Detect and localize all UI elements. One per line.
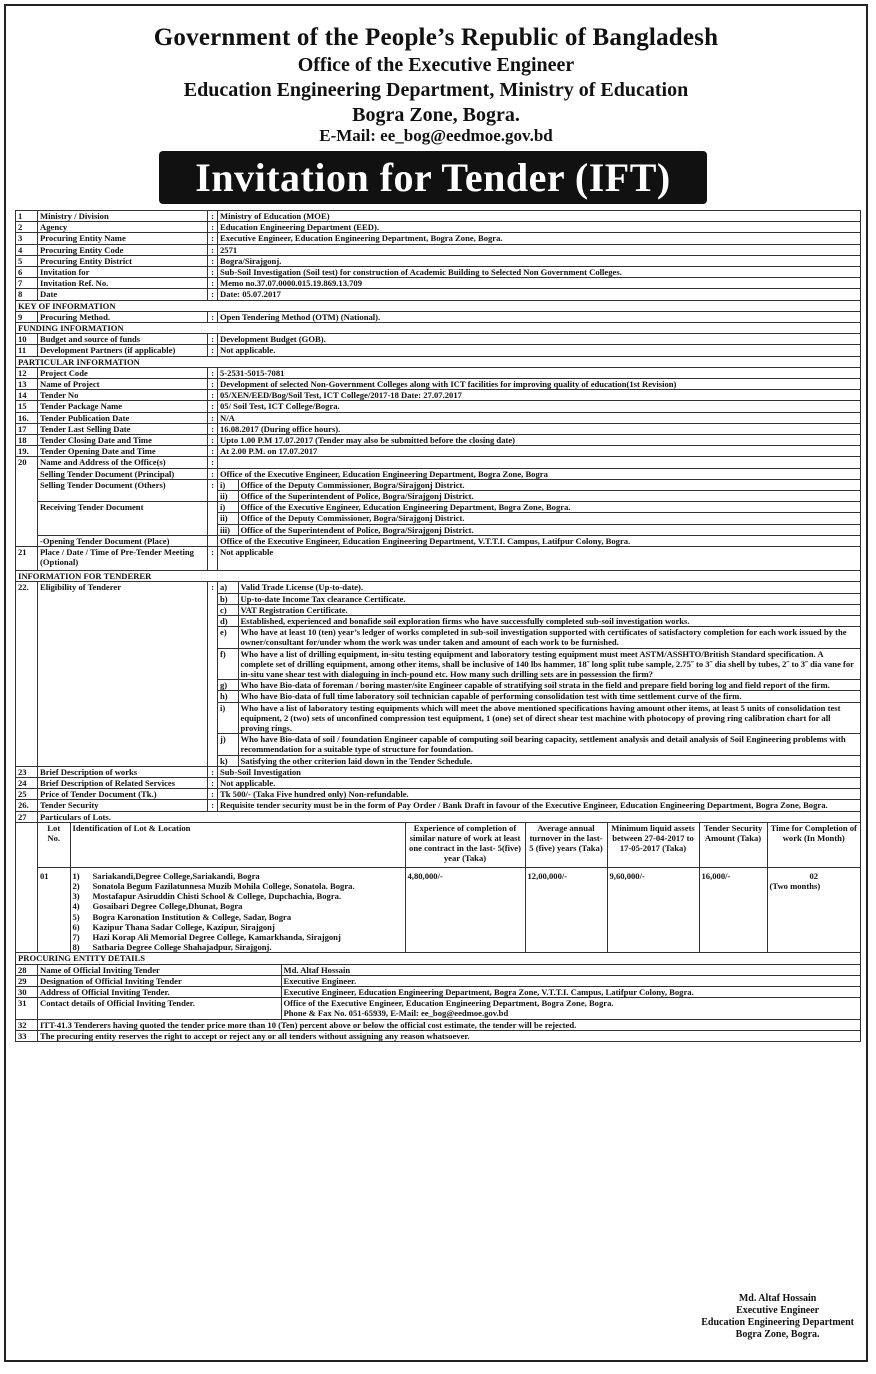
sub-item-text: Up-to-date Income Tax clearance Certificate. [238, 593, 860, 604]
section-row [16, 571, 861, 582]
row-number: 12 [16, 367, 38, 378]
table-row [16, 289, 861, 300]
row-colon: : [208, 278, 218, 289]
row-value: Development of selected Non-Government Colleges along with ICT facilities for improving quality of education(1st Revision) [218, 379, 861, 390]
signature-block [701, 1293, 854, 1341]
row-number: 28 [16, 964, 38, 975]
sub-item-text: Who have a list of laboratory testing equipments which will meet the above mentioned specifications having amount other items, at least 5 units of consolidation test equipment, 2 (two) sets of unconfined compression test equipment, 1 (one) set of direct shear test machine with photocopy of proving ring calibration chart for all proving rings. [238, 702, 860, 734]
section-heading: PARTICULAR INFORMATION [16, 356, 861, 367]
row-label [38, 975, 861, 986]
row-number: 9 [16, 311, 38, 322]
sub-item-index: i) [218, 502, 238, 513]
sub-item-text: Valid Trade License (Up-to-date). [238, 582, 860, 593]
row-colon: : [208, 367, 218, 378]
row-value: Requisite tender security must be in the form of Pay Order / Bank Draft in favour of the Executive Engineer, Education Engineering Department, Bogra Zone, Bogra. [218, 800, 861, 811]
row-label [38, 998, 861, 1019]
sub-item-index: k) [218, 755, 238, 766]
row-value [218, 582, 861, 766]
table-row [16, 211, 861, 222]
sub-item-index: i) [218, 702, 238, 734]
table-row [16, 278, 861, 289]
row-colon: : [208, 412, 218, 423]
row-number: 33 [16, 1030, 38, 1041]
row-value: Open Tendering Method (OTM) (National). [218, 311, 861, 322]
signatory-name: Md. Altaf Hossain [738, 1293, 817, 1304]
row-label: Tender Last Selling Date [38, 423, 208, 434]
location-text: Gosaibari Degree College,Dhunat, Bogra [92, 901, 243, 912]
row-label: Budget and source of funds [38, 334, 208, 345]
row-label: Brief Description of works [38, 766, 208, 777]
row-label: Tender Package Name [38, 401, 208, 412]
row-value: Executive Engineer, Education Engineering Department, Bogra Zone, V.T.T.I. Campus, Latifpur Colony, Bogra. [283, 987, 694, 997]
table-row [16, 401, 861, 412]
lot-security: 16,000/- [699, 867, 767, 952]
row-colon [208, 535, 218, 546]
row-label: Contact details of Official Inviting Tender. [38, 998, 281, 1018]
row-colon: : [208, 267, 218, 278]
row-number: 14 [16, 390, 38, 401]
row-number: 10 [16, 334, 38, 345]
govt-heading: Government of the People’s Republic of Bangladesh [153, 24, 719, 51]
row-number: 23 [16, 766, 38, 777]
row-colon: : [208, 289, 218, 300]
row-label [38, 964, 861, 975]
row-value: Bogra/Sirajgonj. [218, 255, 861, 266]
row-label: Tender Publication Date [38, 412, 208, 423]
row-colon: : [208, 255, 218, 266]
table-row [16, 975, 861, 986]
sub-item-text: Who have Bio-data of full time laboratory soil technician capable of performing consolidation test with time settlement curve of the firm. [238, 691, 860, 702]
row-number: 3 [16, 233, 38, 244]
table-row [16, 390, 861, 401]
lots-header-cell: Experience of completion of similar nature of work at least one contract in the last- 5(five) year (Taka) [405, 823, 525, 868]
row-value [218, 502, 861, 536]
row-value: Executive Engineer. [283, 975, 357, 986]
signatory-zone: Bogra Zone, Bogra. [735, 1329, 820, 1340]
row-label: Brief Description of Related Services [38, 777, 208, 788]
row-value: 2571 [218, 244, 861, 255]
sub-item [218, 513, 860, 524]
sub-item [218, 755, 860, 766]
row-label: Address of Official Inviting Tender. [38, 987, 281, 997]
sub-item-index: d) [218, 615, 238, 626]
row-label: Selling Tender Document (Others) [38, 479, 208, 501]
lot-location [73, 871, 403, 881]
row-number: 21 [16, 547, 38, 571]
row-colon: : [208, 457, 218, 468]
table-row [16, 379, 861, 390]
ift-banner: Invitation for Tender (IFT) [159, 151, 707, 204]
row-label: Ministry / Division [38, 211, 208, 222]
table-row-inner [38, 998, 860, 1018]
sub-item-index: f) [218, 648, 238, 680]
lot-row [38, 867, 860, 952]
section-row [16, 953, 861, 964]
lot-time [767, 867, 860, 952]
sub-item [218, 627, 860, 648]
sub-item [218, 604, 860, 615]
row-colon: : [208, 233, 218, 244]
table-row [16, 334, 861, 345]
sub-item-text: Established, experienced and bonafide soil exploration firms who have successfully completed sub-soil investigation works. [238, 615, 860, 626]
row-colon: : [208, 766, 218, 777]
table-row [16, 367, 861, 378]
row-colon: : [208, 345, 218, 356]
sub-item-text: Office of the Superintendent of Police, Bogra/Sirajgonj District. [240, 524, 474, 535]
table-row [16, 457, 861, 468]
sub-item-index: iii) [218, 524, 238, 535]
row-label: Tender No [38, 390, 208, 401]
row-colon: : [208, 582, 218, 766]
lots-header-cell: Average annual turnover in the last-5 (five) years (Taka) [525, 823, 607, 868]
row-value: Development Budget (GOB). [218, 334, 861, 345]
table-row [16, 479, 861, 501]
sub-item-index: ii) [218, 491, 238, 502]
row-colon: : [208, 468, 218, 479]
row-label: Tender Closing Date and Time [38, 435, 208, 446]
row-number: 30 [16, 987, 38, 998]
row-number: 19. [16, 446, 38, 457]
row-number: 5 [16, 255, 38, 266]
signatory-title: Executive Engineer [736, 1305, 820, 1316]
sub-item-index: g) [218, 680, 238, 691]
row-colon: : [208, 547, 218, 571]
table-row [16, 582, 861, 766]
sub-item [218, 502, 860, 513]
row-label: Designation of Official Inviting Tender [38, 976, 281, 986]
lot-location [73, 891, 403, 901]
location-index: 6) [72, 921, 80, 932]
location-index: 3) [72, 891, 80, 902]
lots-row [16, 822, 861, 953]
lots-table [38, 823, 860, 953]
row-number: 17 [16, 423, 38, 434]
row-number: 4 [16, 244, 38, 255]
row-label [38, 987, 861, 998]
row-colon: : [208, 379, 218, 390]
row-number: 18 [16, 435, 38, 446]
sub-item-text: Who have Bio-data of foreman / boring master/site Engineer capable of stratifying soil strata in the field and prepare field boring log and field report of the firm. [238, 680, 860, 691]
lot-number: 01 [38, 867, 70, 952]
row-colon: : [208, 211, 218, 222]
row-colon: : [208, 423, 218, 434]
row-label: Procuring Method. [38, 311, 208, 322]
row-label: Name of Official Inviting Tender [38, 965, 281, 975]
row-label: Receiving Tender Document [38, 502, 208, 536]
lot-time-value: 02 [809, 870, 819, 881]
lot-turnover: 12,00,000/- [525, 867, 607, 952]
table-row [16, 1019, 861, 1030]
row-value [218, 479, 861, 501]
sub-item-index: h) [218, 691, 238, 702]
lot-location [73, 932, 403, 942]
dept-heading: Education Engineering Department, Ministry of Education [183, 79, 689, 101]
table-row [16, 267, 861, 278]
row-value [218, 457, 861, 468]
row-label: Tender Opening Date and Time [38, 446, 208, 457]
table-row [16, 964, 861, 975]
table-row [16, 244, 861, 255]
row-colon: : [208, 311, 218, 322]
table-row [16, 998, 861, 1019]
row-label: Tender Security [38, 800, 208, 811]
location-text: Bogra Karonation Institution & College, Sadar, Bogra [92, 911, 292, 922]
lots-header-row [38, 823, 860, 868]
row-colon: : [208, 446, 218, 457]
sub-item [218, 582, 860, 593]
lot-location [73, 912, 403, 922]
sub-item-text: VAT Registration Certificate. [238, 604, 860, 615]
row-value: Tk 500/- (Taka Five hundred only) Non-refundable. [218, 789, 861, 800]
row-value: N/A [218, 412, 861, 423]
table-row [16, 435, 861, 446]
row-number: 24 [16, 777, 38, 788]
sub-item [218, 524, 860, 535]
row-label: Development Partners (if applicable) [38, 345, 208, 356]
zone-heading: Bogra Zone, Bogra. [352, 104, 520, 126]
table-row [16, 412, 861, 423]
row-label: Agency [38, 222, 208, 233]
location-index: 5) [72, 911, 80, 922]
row-value: Not applicable. [218, 345, 861, 356]
table-row [16, 233, 861, 244]
table-row [16, 987, 861, 998]
row-number: 20 [16, 457, 38, 547]
row-value: Date: 05.07.2017 [218, 289, 861, 300]
row-number: 1 [16, 211, 38, 222]
row-number: 26. [16, 800, 38, 811]
section-heading: PROCURING ENTITY DETAILS [16, 953, 861, 964]
sub-item-index: e) [218, 627, 238, 648]
sub-item [218, 702, 860, 734]
office-heading: Office of the Executive Engineer [297, 54, 575, 76]
row-value: Office of the Executive Engineer, Education Engineering Department, Bogra Zone, Bogra [218, 468, 861, 479]
row-colon: : [208, 435, 218, 446]
signatory-dept: Education Engineering Department [701, 1317, 854, 1328]
row-value: Sub-Soil Investigation (Soil test) for construction of Academic Building to Selected Non Government Colleges. [218, 267, 861, 278]
sub-item-index: ii) [218, 513, 238, 524]
lot-location [73, 922, 403, 932]
sub-item [218, 680, 860, 691]
section-heading: INFORMATION FOR TENDERER [16, 571, 861, 582]
location-index: 1) [72, 870, 80, 881]
table-row [16, 789, 861, 800]
sub-item-index: c) [218, 604, 238, 615]
row-value: Md. Altaf Hossain [283, 964, 351, 975]
table-row [16, 777, 861, 788]
lot-location [73, 901, 403, 911]
row-value: Ministry of Education (MOE) [218, 211, 861, 222]
table-row [16, 800, 861, 811]
sub-item-index: i) [218, 480, 238, 491]
table-row [16, 811, 861, 822]
lots-header-cell: Tender Security Amount (Taka) [699, 823, 767, 868]
row-label: Invitation Ref. No. [38, 278, 208, 289]
row-colon: : [208, 479, 218, 501]
row-number: 25 [16, 789, 38, 800]
email-heading: E-Mail: ee_bog@eedmoe.gov.bd [319, 126, 553, 145]
lot-location [73, 942, 403, 952]
table-row-inner [38, 987, 860, 997]
lots-cell [38, 822, 861, 953]
row-label: Date [38, 289, 208, 300]
row-number: 16. [16, 412, 38, 423]
table-row [16, 502, 861, 536]
row-value: Office of the Executive Engineer, Education Engineering Department, Bogra Zone, Bogra. Phone & Fax No. 051-65939, E-Mail: ee_bog@eedmoe.gov.bd [281, 998, 860, 1018]
sub-item [218, 691, 860, 702]
lots-header-cell: Lot No. [38, 823, 70, 868]
location-index: 7) [72, 931, 80, 942]
section-heading: FUNDING INFORMATION [16, 323, 861, 334]
lot-liquid-assets: 9,60,000/- [607, 867, 699, 952]
row-number: 6 [16, 267, 38, 278]
row-value: Not applicable [218, 547, 861, 571]
sub-item-text: Office of the Deputy Commissioner, Bogra/Sirajgonj District. [238, 513, 860, 524]
table-row-inner [38, 965, 860, 975]
tender-table [15, 210, 861, 1042]
row-value: The procuring entity reserves the right to accept or reject any or all tenders without assigning any reason whatsoever. [38, 1030, 861, 1041]
row-number: 13 [16, 379, 38, 390]
sub-item-index: b) [218, 593, 238, 604]
row-number: 2 [16, 222, 38, 233]
sub-item [218, 491, 860, 502]
table-row [16, 345, 861, 356]
lots-header-cell: Identification of Lot & Location [70, 823, 405, 868]
location-text: Satbaria Degree College Shahajadpur, Sirajgonj. [92, 942, 272, 953]
sub-item-text: Who have Bio-data of soil / foundation Engineer capable of computing soil bearing capacity, settlement analysis and detail analysis of Soil Engineering problems with recommendation for a suitable type of structure for foundation. [238, 734, 860, 755]
location-index: 2) [72, 880, 80, 891]
row-value-line2: Phone & Fax No. 051-65939, E-Mail: ee_bog@eedmoe.gov.bd [283, 1008, 509, 1019]
row-colon: : [208, 789, 218, 800]
row-number: 32 [16, 1019, 38, 1030]
row-value: Education Engineering Department (EED). [218, 222, 861, 233]
row-label: Price of Tender Document (Tk.) [38, 789, 208, 800]
sub-item [218, 648, 860, 680]
table-row [16, 311, 861, 322]
row-value: 05/ Soil Test, ICT College/Bogra. [218, 401, 861, 412]
row-label: Eligibility of Tenderer [38, 582, 208, 766]
location-text: Kazipur Thana Sadar College, Kazipur, Sirajgonj [92, 921, 275, 932]
row-number [16, 822, 38, 953]
row-number: 15 [16, 401, 38, 412]
table-row [16, 547, 861, 571]
sub-item-text: Who have a list of drilling equipment, in-situ testing equipment and laboratory testing equipment must meet ASTM/ASSHTO/British Standard specification. A complete set of drilling equipment, among other items, shall be inclusive of 140 lbs hammer, 18˝ long split tube sample, 2.75˝ to 3˝ dia shell by tubes, 2˝ to 3˝ dia vane for in-situ vane shear test with dialoguing in inch-pound etc. How many such drilling sets are in possession the firm? [238, 648, 860, 680]
row-value: At 2.00 P.M. on 17.07.2017 [218, 446, 861, 457]
row-label: Procuring Entity Name [38, 233, 208, 244]
row-number: 11 [16, 345, 38, 356]
sub-item-text: Satisfying the other criterion laid down in the Tender Schedule. [240, 755, 473, 766]
row-label: Procuring Entity District [38, 255, 208, 266]
row-number: 8 [16, 289, 38, 300]
row-colon: : [208, 334, 218, 345]
lots-header-cell: Minimum liquid assets between 27-04-2017 to 17-05-2017 (Taka) [607, 823, 699, 868]
row-value: Memo no.37.07.0000.015.19.869.13.709 [218, 278, 861, 289]
location-index: 8) [72, 942, 80, 953]
table-row [16, 222, 861, 233]
location-text: Sariakandi,Degree College,Sariakandi, Bogra [92, 870, 260, 881]
sub-item-text: Who have at least 10 (ten) year’s ledger of works completed in sub-soil investigation supported with certificates of satisfactory completion for each work issued by the owner/consultant for/under whom the work was under taken and amount of each work to be furnished. [238, 627, 860, 648]
sub-item [218, 734, 860, 755]
sub-item-text: Office of the Deputy Commissioner, Bogra/Sirajgonj District. [238, 480, 860, 491]
sub-item [218, 593, 860, 604]
row-label: Particulars of Lots. [38, 811, 861, 822]
sub-item-text: Office of the Executive Engineer, Education Engineering Department, Bogra Zone, Bogra. [238, 502, 860, 513]
lots-header-cell: Time for Completion of work (In Month) [767, 823, 860, 868]
lot-location [73, 881, 403, 891]
table-row-inner [38, 976, 860, 986]
row-number: 31 [16, 998, 38, 1019]
location-text: Mostafapur Asiruddin Chisti School & College, Dupchachia, Bogra. [92, 891, 342, 902]
row-label: Name of Project [38, 379, 208, 390]
table-row [16, 446, 861, 457]
row-colon: : [208, 401, 218, 412]
section-heading: KEY OF INFORMATION [16, 300, 861, 311]
row-colon: : [208, 222, 218, 233]
row-label: Project Code [38, 367, 208, 378]
table-row [16, 423, 861, 434]
section-row [16, 323, 861, 334]
table-row [16, 255, 861, 266]
row-value: Sub-Soil Investigation [218, 766, 861, 777]
table-row [16, 468, 861, 479]
row-value: Not applicable. [218, 777, 861, 788]
lot-locations [70, 867, 405, 952]
row-value: 5-2531-5015-7081 [218, 367, 861, 378]
table-row [16, 766, 861, 777]
table-row [16, 1030, 861, 1041]
row-label: Name and Address of the Office(s) [38, 457, 208, 468]
row-colon: : [208, 390, 218, 401]
document-page [4, 4, 868, 1362]
row-colon: : [208, 800, 218, 811]
location-text: Sonatola Begum Fazilatunnesa Muzib Mohila College, Sonatola. Bogra. [92, 880, 355, 891]
row-number: 22. [16, 582, 38, 766]
row-number: 27 [16, 811, 38, 822]
row-label: -Opening Tender Document (Place) [38, 535, 208, 546]
sub-item [218, 615, 860, 626]
row-colon: : [208, 777, 218, 788]
lot-time-note: (Two months) [769, 880, 821, 891]
table-row [16, 535, 861, 546]
lot-experience: 4,80,000/- [405, 867, 525, 952]
row-number: 29 [16, 975, 38, 986]
location-index: 4) [72, 901, 80, 912]
row-number: 7 [16, 278, 38, 289]
sub-item-index: j) [218, 734, 238, 755]
sub-item-index: a) [218, 582, 238, 593]
row-value: Upto 1.00 P.M 17.07.2017 (Tender may also be submitted before the closing date) [218, 435, 861, 446]
section-row [16, 356, 861, 367]
row-value: 16.08.2017 (During office hours). [218, 423, 861, 434]
section-row [16, 300, 861, 311]
row-label: Invitation for [38, 267, 208, 278]
row-value: ITT-41.3 Tenderers having quoted the tender price more than 10 (Ten) percent above or below the official cost estimate, the tender will be rejected. [38, 1019, 861, 1030]
row-value: 05/XEN/EED/Bog/Soil Test, ICT College/2017-18 Date: 27.07.2017 [218, 390, 861, 401]
row-label: Place / Date / Time of Pre-Tender Meeting (Optional) [38, 547, 208, 571]
row-label: Selling Tender Document (Principal) [38, 468, 208, 479]
location-text: Hazi Korap Ali Memorial Degree College, Kamarkhanda, Sirajgonj [92, 931, 341, 942]
row-colon: : [208, 244, 218, 255]
sub-item [218, 480, 860, 491]
row-value: Executive Engineer, Education Engineering Department, Bogra Zone, Bogra. [218, 233, 861, 244]
sub-item-text: Office of the Superintendent of Police, Bogra/Sirajgonj District. [240, 491, 474, 502]
row-value: Office of the Executive Engineer, Education Engineering Department, V.T.T.I. Campus, Latifpur Colony, Bogra. [218, 535, 861, 546]
row-label: Procuring Entity Code [38, 244, 208, 255]
row-colon [208, 502, 218, 536]
